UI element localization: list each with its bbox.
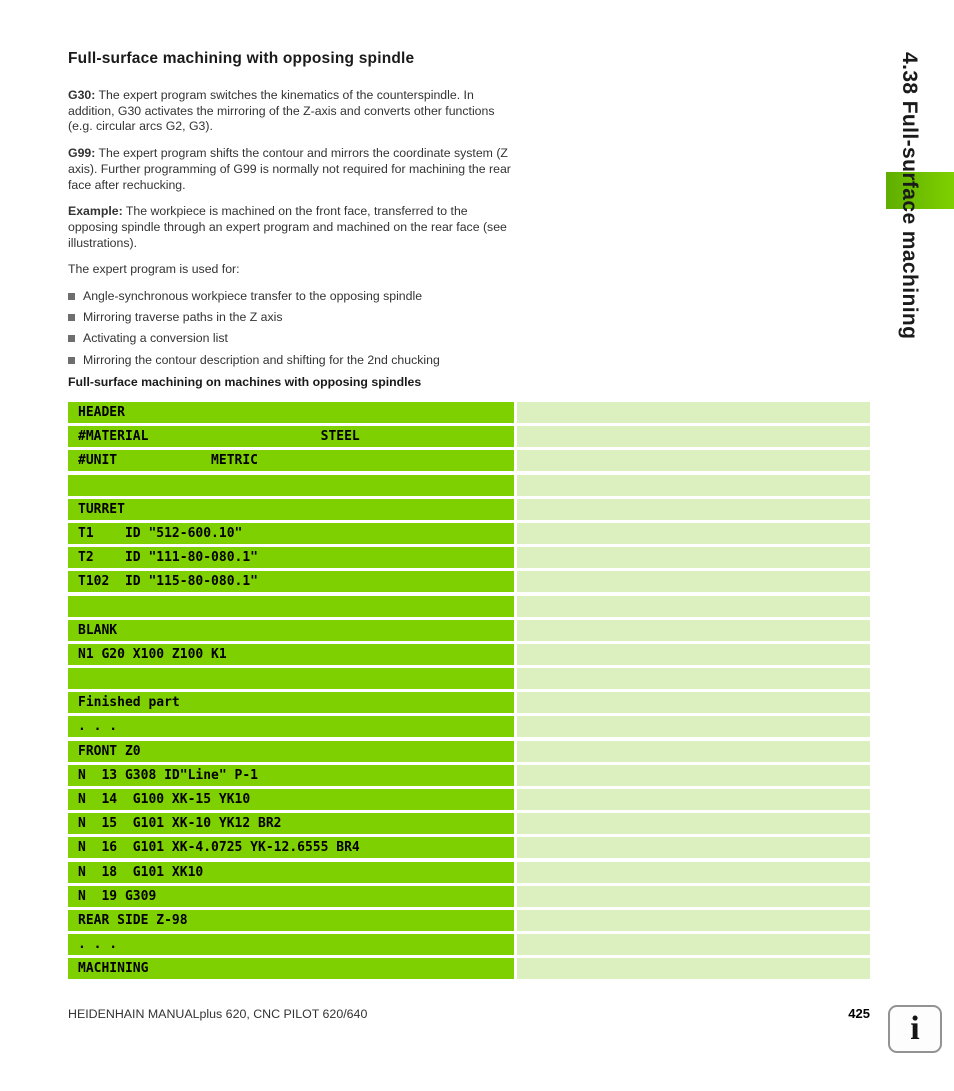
code-cell-spacer (517, 789, 870, 810)
info-i-glyph: i (910, 1010, 920, 1047)
code-row (68, 837, 870, 858)
bullet-square-icon (68, 335, 75, 342)
code-cell-spacer (517, 958, 870, 979)
code-cell (68, 475, 514, 496)
code-cell: . . . (68, 716, 514, 737)
paragraph: The expert program is used for: (68, 262, 240, 277)
code-cell-spacer (517, 571, 870, 592)
paragraph-lead: Example: (68, 204, 123, 219)
text-column (68, 49, 520, 389)
code-row (68, 547, 870, 568)
bullet-text: Activating a conversion list (83, 331, 228, 346)
bullet-text: Mirroring the contour description and shifting for the 2nd chucking (83, 352, 440, 367)
listing-heading: Full-surface machining on machines with opposing spindles (68, 375, 422, 390)
code-cell: T1 ID "512-600.10" (68, 523, 514, 544)
bullet-text: Mirroring traverse paths in the Z axis (83, 310, 283, 325)
code-row (68, 596, 870, 617)
code-cell-spacer (517, 547, 870, 568)
code-cell-spacer (517, 450, 870, 471)
code-cell: TURRET (68, 499, 514, 520)
code-cell: #MATERIAL STEEL (68, 426, 514, 447)
paragraph-lead: G30: (68, 88, 96, 102)
code-cell-spacer (517, 910, 870, 931)
code-listing (68, 402, 870, 983)
chapter-sidebar-title: 4.38 Full-surface machining (898, 52, 921, 340)
bullet-item (68, 310, 520, 326)
code-cell-spacer (517, 668, 870, 689)
code-row (68, 716, 870, 737)
code-cell-spacer (517, 644, 870, 665)
code-cell-spacer (517, 741, 870, 762)
paragraph-lead: G99: (68, 146, 96, 161)
code-row (68, 571, 870, 592)
page-number: 425 (848, 1006, 870, 1021)
code-cell: N 16 G101 XK-4.0725 YK-12.6555 BR4 (68, 837, 514, 858)
bullet-item (68, 289, 520, 305)
code-cell-spacer (517, 475, 870, 496)
code-row (68, 523, 870, 544)
code-cell (68, 668, 514, 689)
bullet-square-icon (68, 357, 75, 364)
code-row (68, 813, 870, 834)
code-cell-spacer (517, 862, 870, 883)
code-row (68, 644, 870, 665)
bullet-square-icon (68, 314, 75, 321)
code-cell: T102 ID "115-80-080.1" (68, 571, 514, 592)
code-row (68, 741, 870, 762)
code-cell-spacer (517, 620, 870, 641)
code-row (68, 692, 870, 713)
code-cell: #UNIT METRIC (68, 450, 514, 471)
code-cell: MACHINING (68, 958, 514, 979)
code-row (68, 934, 870, 955)
code-row (68, 402, 870, 423)
code-cell-spacer (517, 692, 870, 713)
bullet-text: Angle-synchronous workpiece transfer to the opposing spindle (83, 289, 423, 304)
code-row (68, 862, 870, 883)
code-row (68, 958, 870, 979)
code-cell: T2 ID "111-80-080.1" (68, 547, 514, 568)
code-cell: FRONT Z0 (68, 741, 514, 762)
code-cell: N 14 G100 XK-15 YK10 (68, 789, 514, 810)
code-row (68, 475, 870, 496)
bullet-item (68, 331, 520, 347)
code-cell-spacer (517, 886, 870, 907)
code-cell-spacer (517, 716, 870, 737)
code-cell: HEADER (68, 402, 514, 423)
code-row (68, 450, 870, 471)
code-cell-spacer (517, 499, 870, 520)
paragraph: Example: The workpiece is machined on the front face, transferred to the opposing spindle through an expert program and machined on the rear face (see illustrations). (68, 204, 507, 250)
code-cell-spacer (517, 426, 870, 447)
code-row (68, 620, 870, 641)
bullet-item (68, 353, 520, 369)
intro-paragraphs (68, 88, 520, 278)
paragraph: G30: The expert program switches the kinematics of the counterspindle. In addition, G30 activates the mirroring of the Z-axis and converts other functions (e.g. circular arcs G2, G3). (68, 88, 495, 134)
code-cell (68, 596, 514, 617)
page-title: Full-surface machining with opposing spindle (68, 50, 415, 67)
code-cell-spacer (517, 813, 870, 834)
code-row (68, 765, 870, 786)
code-cell-spacer (517, 837, 870, 858)
code-cell-spacer (517, 934, 870, 955)
code-row (68, 668, 870, 689)
code-cell: N 15 G101 XK-10 YK12 BR2 (68, 813, 514, 834)
paragraph: G99: The expert program shifts the contour and mirrors the coordinate system (Z axis). Further programming of G99 is normally not required for machining the rear face after rechucking. (68, 146, 511, 192)
code-cell-spacer (517, 523, 870, 544)
page-footer (68, 1006, 870, 1021)
code-cell: Finished part (68, 692, 514, 713)
code-row (68, 426, 870, 447)
code-cell: N1 G20 X100 Z100 K1 (68, 644, 514, 665)
footer-text: HEIDENHAIN MANUALplus 620, CNC PILOT 620/640 (68, 1007, 368, 1021)
code-cell: BLANK (68, 620, 514, 641)
code-cell-spacer (517, 765, 870, 786)
code-cell: N 18 G101 XK10 (68, 862, 514, 883)
code-cell: . . . (68, 934, 514, 955)
info-icon (888, 1005, 942, 1053)
code-cell: N 19 G309 (68, 886, 514, 907)
bullet-square-icon (68, 293, 75, 300)
code-cell: REAR SIDE Z-98 (68, 910, 514, 931)
code-cell: N 13 G308 ID"Line" P-1 (68, 765, 514, 786)
bullet-list (68, 289, 520, 368)
code-row (68, 886, 870, 907)
code-cell-spacer (517, 402, 870, 423)
code-row (68, 789, 870, 810)
code-row (68, 499, 870, 520)
code-cell-spacer (517, 596, 870, 617)
code-row (68, 910, 870, 931)
